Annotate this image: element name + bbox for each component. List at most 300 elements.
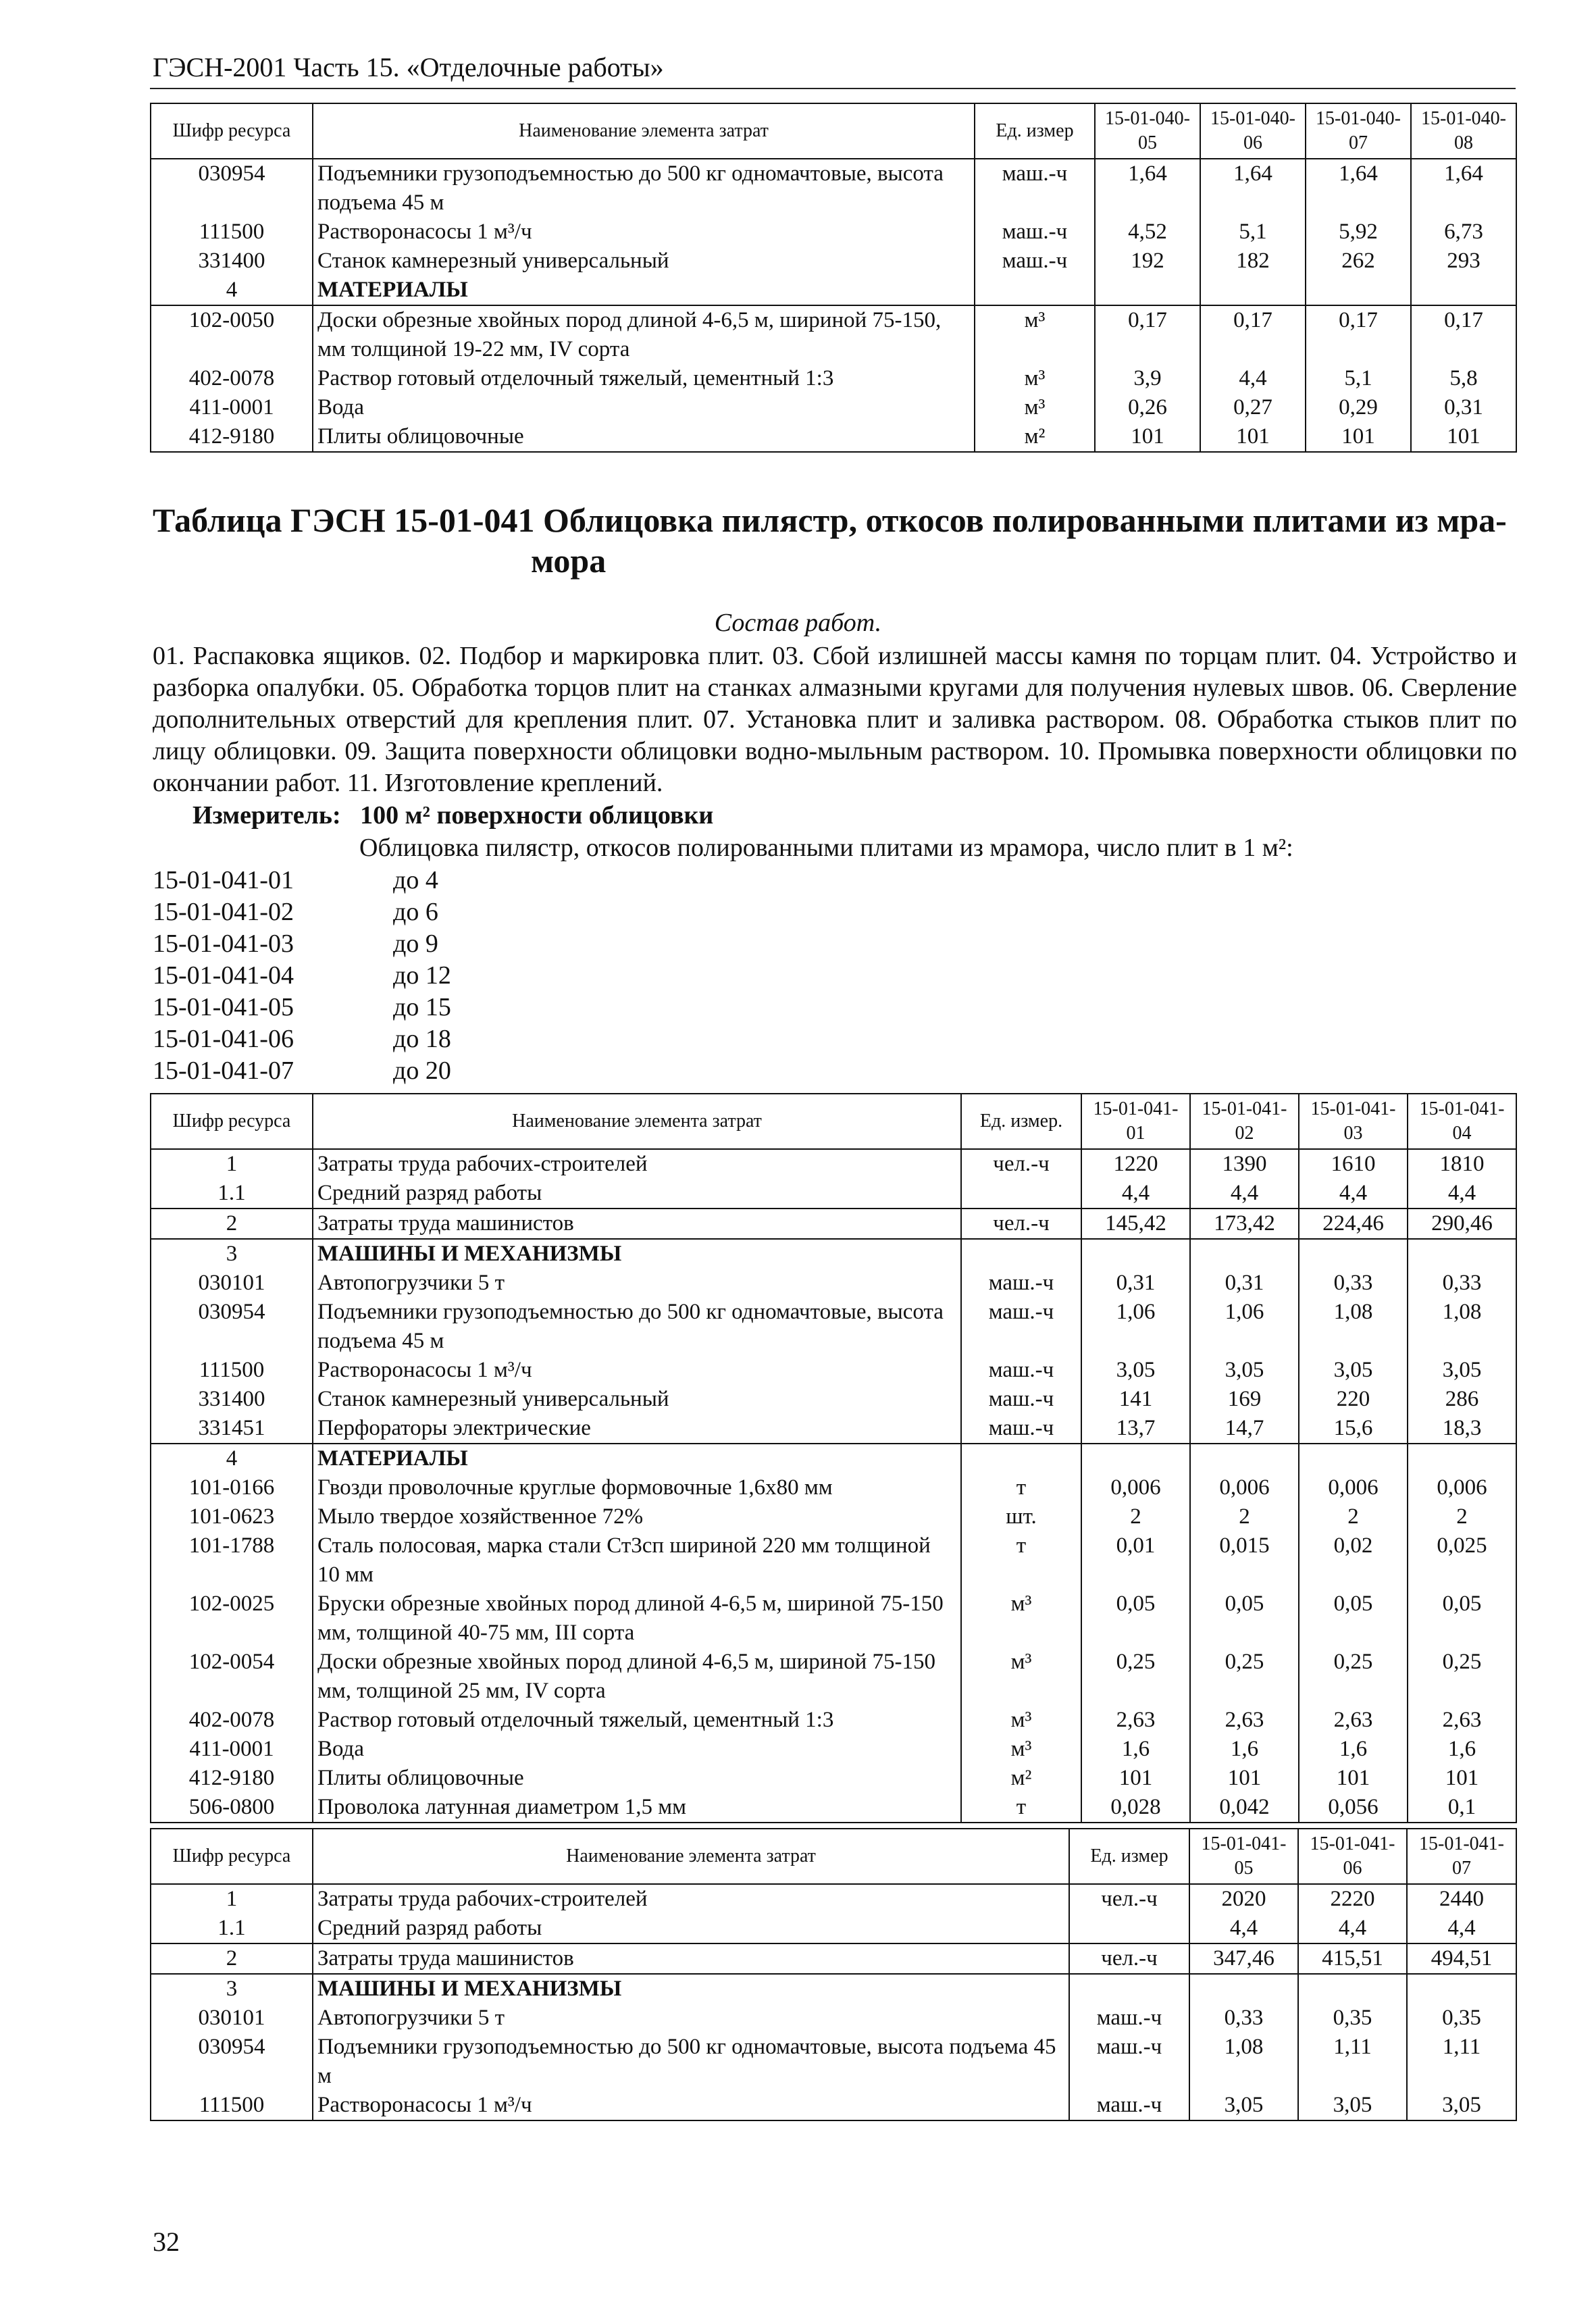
norm-value: 192 (1095, 247, 1200, 276)
norm-value: 0,25 (1299, 1648, 1408, 1706)
unit: маш.-ч (975, 247, 1095, 276)
norm-value: 220 (1299, 1385, 1408, 1414)
norm-value: 224,46 (1299, 1209, 1408, 1239)
table-row (151, 1764, 1516, 1793)
section-row (151, 1444, 1516, 1473)
norm-value (1081, 1444, 1190, 1473)
norm-value: 0,17 (1306, 305, 1411, 364)
norm-value: 1,6 (1408, 1735, 1516, 1764)
resource-code: 402-0078 (151, 1706, 313, 1735)
table-title: Таблица ГЭСН 15-01-041 Облицовка пилястр, откосов полированными плитами из мра- мора (153, 501, 1507, 580)
unit: м² (961, 1764, 1081, 1793)
header-code: Шифр ресурса (151, 1094, 313, 1149)
unit: м³ (961, 1648, 1081, 1706)
header-name: Наименование элемента затрат (313, 103, 975, 159)
table-row (151, 1706, 1516, 1735)
unit: чел.-ч (1069, 1884, 1189, 1914)
section-row (151, 1974, 1516, 2004)
norm-value: 0,05 (1081, 1590, 1190, 1648)
norm-value: 101 (1408, 1764, 1516, 1793)
norm-value: 1220 (1081, 1149, 1190, 1179)
norm-value: 2440 (1407, 1884, 1516, 1914)
unit: м³ (975, 393, 1095, 422)
norm-value: 0,17 (1411, 305, 1516, 364)
cost-element-name: Растворонасосы 1 м³/ч (313, 218, 975, 247)
table-row (151, 2004, 1516, 2033)
table-row (151, 364, 1516, 393)
table-row (151, 1914, 1516, 1943)
rate-code: 15-01-041-01 (153, 866, 294, 894)
table-header-row (151, 1094, 1516, 1149)
norm-value: 0,33 (1299, 1269, 1408, 1298)
unit: т (961, 1793, 1081, 1823)
unit: чел.-ч (961, 1149, 1081, 1179)
unit: маш.-ч (975, 218, 1095, 247)
header-unit: Ед. измер. (961, 1094, 1081, 1149)
norm-value: 18,3 (1408, 1414, 1516, 1444)
unit: м³ (961, 1590, 1081, 1648)
resource-code: 030954 (151, 2033, 313, 2091)
norm-value: 101 (1081, 1764, 1190, 1793)
rate-code: 15-01-041-06 (153, 1025, 294, 1053)
cost-element-name: Мыло твердое хозяйственное 72% (313, 1502, 961, 1531)
header-name: Наименование элемента затрат (313, 1094, 961, 1149)
table-row (151, 1793, 1516, 1823)
norm-value (1200, 276, 1306, 305)
resource-code: 411-0001 (151, 1735, 313, 1764)
norm-value: 5,92 (1306, 218, 1411, 247)
cost-element-name: Сталь полосовая, марка стали Ст3сп шириной 220 мм толщиной 10 мм (313, 1531, 961, 1590)
cost-element-name: Затраты труда рабочих-строителей (313, 1149, 961, 1179)
resource-code: 4 (151, 1444, 313, 1473)
resource-code: 506-0800 (151, 1793, 313, 1823)
norm-value (1411, 276, 1516, 305)
header-rate-code: 15-01-041-05 (1189, 1829, 1298, 1884)
norm-value: 0,25 (1081, 1648, 1190, 1706)
cost-element-name: МАТЕРИАЛЫ (313, 276, 975, 305)
unit: м³ (961, 1706, 1081, 1735)
norm-value: 0,006 (1299, 1473, 1408, 1502)
unit (975, 276, 1095, 305)
norm-value: 173,42 (1190, 1209, 1299, 1239)
norm-value: 2,63 (1081, 1706, 1190, 1735)
norm-value: 2 (1299, 1502, 1408, 1531)
norm-value: 101 (1411, 422, 1516, 452)
norm-value: 0,006 (1081, 1473, 1190, 1502)
header-unit: Ед. измер (1069, 1829, 1189, 1884)
norm-value: 2 (1081, 1502, 1190, 1531)
norm-value: 2 (1190, 1502, 1299, 1531)
cost-element-name: Плиты облицовочные (313, 422, 975, 452)
norm-value: 0,1 (1408, 1793, 1516, 1823)
norm-value: 5,8 (1411, 364, 1516, 393)
cost-element-name: Подъемники грузоподъемностью до 500 кг одномачтовые, высота подъема 45 м (313, 1298, 961, 1356)
resource-table-040 (150, 103, 1517, 453)
norm-value: 0,27 (1200, 393, 1306, 422)
header-rate-code: 15-01-041-01 (1081, 1094, 1190, 1149)
table-row (151, 1149, 1516, 1179)
norm-value (1408, 1444, 1516, 1473)
norm-value: 0,31 (1411, 393, 1516, 422)
rate-code: 15-01-041-02 (153, 898, 294, 926)
table-row (151, 1735, 1516, 1764)
norm-value: 3,05 (1299, 1356, 1408, 1385)
unit: т (961, 1473, 1081, 1502)
rate-code: 15-01-041-05 (153, 993, 294, 1021)
norm-value: 494,51 (1407, 1943, 1516, 1974)
unit: маш.-ч (961, 1298, 1081, 1356)
norm-value: 0,35 (1407, 2004, 1516, 2033)
cost-element-name: Вода (313, 1735, 961, 1764)
table-row (151, 1590, 1516, 1648)
resource-code: 1.1 (151, 1179, 313, 1209)
norm-value (1081, 1239, 1190, 1269)
cost-element-name: Подъемники грузоподъемностью до 500 кг одномачтовые, высота подъема 45 м (313, 2033, 1069, 2091)
rate-codes-list (153, 865, 451, 1087)
unit: маш.-ч (961, 1385, 1081, 1414)
norm-value: 2,63 (1190, 1706, 1299, 1735)
cost-element-name: Перфораторы электрические (313, 1414, 961, 1444)
norm-value: 0,25 (1408, 1648, 1516, 1706)
cost-element-name: Доски обрезные хвойных пород длиной 4-6,5 м, шириной 75-150 мм, толщиной 25 мм, IV сорта (313, 1648, 961, 1706)
resource-code: 102-0025 (151, 1590, 313, 1648)
norm-value: 0,25 (1190, 1648, 1299, 1706)
work-composition-label: Состав работ. (714, 609, 882, 637)
table-row (151, 305, 1516, 364)
rate-code-item (153, 896, 451, 928)
cost-element-name: Вода (313, 393, 975, 422)
page-number: 32 (153, 2227, 180, 2257)
resource-code: 030954 (151, 159, 313, 218)
norm-value: 3,05 (1408, 1356, 1516, 1385)
work-composition-text: 01. Распаковка ящиков. 02. Подбор и маркировка плит. 03. Сбой излишней массы камня по торцам плит. 04. Устройство и разборка опалубки. 05. Обработка торцов плит на станках алмазными кругами для получения нулевых швов. 06. Сверление дополнительных отверстий для крепления плит. 07. Установка плит и заливка раствором. 08. Обработка стыков плит по лицу облицовки. 09. Защита поверхности облицовки водно-мыльным раствором. 10. Промывка поверхности облицовки по окончании работ. 11. Изготовление креплений. (153, 642, 1517, 797)
norm-value: 4,4 (1407, 1914, 1516, 1943)
norm-value: 2,63 (1408, 1706, 1516, 1735)
table-row (151, 218, 1516, 247)
running-header: ГЭСН-2001 Часть 15. «Отделочные работы» (153, 52, 664, 82)
norm-value: 293 (1411, 247, 1516, 276)
cost-element-name: Растворонасосы 1 м³/ч (313, 2091, 1069, 2120)
resource-code: 111500 (151, 1356, 313, 1385)
table-row (151, 1269, 1516, 1298)
rate-description: до 18 (393, 1025, 451, 1053)
header-rate-code: 15-01-041-04 (1408, 1094, 1516, 1149)
rate-code-item (153, 960, 451, 992)
section-row (151, 276, 1516, 305)
norm-value (1299, 1444, 1408, 1473)
resource-code: 111500 (151, 218, 313, 247)
rate-code-item (153, 865, 451, 896)
rate-code-item (153, 992, 451, 1023)
norm-value: 2020 (1189, 1884, 1298, 1914)
norm-value: 1,64 (1095, 159, 1200, 218)
cost-element-name: Проволока латунная диаметром 1,5 мм (313, 1793, 961, 1823)
rate-code: 15-01-041-03 (153, 930, 294, 958)
norm-value: 1610 (1299, 1149, 1408, 1179)
norm-value: 1,06 (1081, 1298, 1190, 1356)
norm-value: 3,05 (1081, 1356, 1190, 1385)
rates-subtitle: Облицовка пилястр, откосов полированными плитами из мрамора, число плит в 1 м²: (359, 834, 1293, 862)
norm-value: 1,11 (1298, 2033, 1407, 2091)
resource-code: 101-1788 (151, 1531, 313, 1590)
header-rate-code: 15-01-040-07 (1306, 103, 1411, 159)
cost-element-name: Автопогрузчики 5 т (313, 1269, 961, 1298)
header-rate-code: 15-01-040-05 (1095, 103, 1200, 159)
cost-element-name: МАТЕРИАЛЫ (313, 1444, 961, 1473)
table-row (151, 247, 1516, 276)
norm-value (1407, 1974, 1516, 2004)
norm-value: 0,006 (1190, 1473, 1299, 1502)
norm-value (1190, 1239, 1299, 1269)
norm-value: 2 (1408, 1502, 1516, 1531)
resource-code: 1.1 (151, 1914, 313, 1943)
table-row (151, 422, 1516, 452)
resource-code: 030954 (151, 1298, 313, 1356)
section-row (151, 1239, 1516, 1269)
norm-value: 286 (1408, 1385, 1516, 1414)
norm-value: 101 (1190, 1764, 1299, 1793)
norm-value: 15,6 (1299, 1414, 1408, 1444)
unit (961, 1239, 1081, 1269)
norm-value: 4,52 (1095, 218, 1200, 247)
cost-element-name: Средний разряд работы (313, 1914, 1069, 1943)
measure-unit: Измеритель: 100 м² поверхности облицовки (192, 801, 714, 830)
resource-code: 101-0623 (151, 1502, 313, 1531)
norm-value: 4,4 (1190, 1179, 1299, 1209)
table-row (151, 393, 1516, 422)
norm-value: 0,05 (1299, 1590, 1408, 1648)
norm-value: 1,08 (1408, 1298, 1516, 1356)
unit: м³ (961, 1735, 1081, 1764)
rate-code-item (153, 1023, 451, 1055)
norm-value: 1,11 (1407, 2033, 1516, 2091)
resource-code: 412-9180 (151, 422, 313, 452)
norm-value: 145,42 (1081, 1209, 1190, 1239)
norm-value: 262 (1306, 247, 1411, 276)
norm-value: 0,056 (1299, 1793, 1408, 1823)
resource-code: 101-0166 (151, 1473, 313, 1502)
norm-value: 4,4 (1299, 1179, 1408, 1209)
unit: шт. (961, 1502, 1081, 1531)
unit: м³ (975, 305, 1095, 364)
resource-code: 331400 (151, 247, 313, 276)
norm-value: 0,29 (1306, 393, 1411, 422)
norm-value: 0,042 (1190, 1793, 1299, 1823)
cost-element-name: Бруски обрезные хвойных пород длиной 4-6,5 м, шириной 75-150 мм, толщиной 40-75 мм, III сорта (313, 1590, 961, 1648)
norm-value: 0,35 (1298, 2004, 1407, 2033)
unit (1069, 1974, 1189, 2004)
cost-element-name: МАШИНЫ И МЕХАНИЗМЫ (313, 1974, 1069, 2004)
norm-value: 0,33 (1408, 1269, 1516, 1298)
header-rate-code: 15-01-041-06 (1298, 1829, 1407, 1884)
norm-value: 101 (1306, 422, 1411, 452)
norm-value: 0,05 (1408, 1590, 1516, 1648)
cost-element-name: Подъемники грузоподъемностью до 500 кг одномачтовые, высота подъема 45 м (313, 159, 975, 218)
cost-element-name: Затраты труда рабочих-строителей (313, 1884, 1069, 1914)
unit: маш.-ч (975, 159, 1095, 218)
norm-value (1298, 1974, 1407, 2004)
norm-value: 1,08 (1189, 2033, 1298, 2091)
norm-value: 3,05 (1298, 2091, 1407, 2120)
table-row (151, 1298, 1516, 1356)
norm-value: 0,17 (1095, 305, 1200, 364)
resource-code: 331400 (151, 1385, 313, 1414)
norm-value: 0,33 (1189, 2004, 1298, 2033)
table-row (151, 1356, 1516, 1385)
cost-element-name: Раствор готовый отделочный тяжелый, цементный 1:3 (313, 364, 975, 393)
table-row (151, 1884, 1516, 1914)
norm-value: 4,4 (1298, 1914, 1407, 1943)
norm-value: 1,6 (1190, 1735, 1299, 1764)
header-rate-code: 15-01-040-08 (1411, 103, 1516, 159)
unit: м³ (975, 364, 1095, 393)
unit: маш.-ч (1069, 2091, 1189, 2120)
table-header-row (151, 103, 1516, 159)
cost-element-name: Станок камнерезный универсальный (313, 247, 975, 276)
header-rate-code: 15-01-040-06 (1200, 103, 1306, 159)
header-rate-code: 15-01-041-07 (1407, 1829, 1516, 1884)
norm-value: 0,17 (1200, 305, 1306, 364)
norm-value: 0,025 (1408, 1531, 1516, 1590)
norm-value: 0,006 (1408, 1473, 1516, 1502)
header-code: Шифр ресурса (151, 103, 313, 159)
rate-code-item (153, 1055, 451, 1087)
norm-value: 290,46 (1408, 1209, 1516, 1239)
resource-code: 412-9180 (151, 1764, 313, 1793)
unit: маш.-ч (1069, 2033, 1189, 2091)
norm-value (1189, 1974, 1298, 2004)
cost-element-name: Средний разряд работы (313, 1179, 961, 1209)
unit: маш.-ч (961, 1414, 1081, 1444)
resource-code: 111500 (151, 2091, 313, 2120)
header-rate-code: 15-01-041-03 (1299, 1094, 1408, 1149)
cost-element-name: Автопогрузчики 5 т (313, 2004, 1069, 2033)
norm-value: 0,015 (1190, 1531, 1299, 1590)
norm-value: 3,9 (1095, 364, 1200, 393)
norm-value: 141 (1081, 1385, 1190, 1414)
header-unit: Ед. измер (975, 103, 1095, 159)
table-header-row (151, 1829, 1516, 1884)
norm-value: 2,63 (1299, 1706, 1408, 1735)
norm-value: 0,31 (1081, 1269, 1190, 1298)
norm-value: 169 (1190, 1385, 1299, 1414)
cost-element-name: Затраты труда машинистов (313, 1943, 1069, 1974)
resource-table-041-05-07 (150, 1828, 1517, 2121)
norm-value: 101 (1299, 1764, 1408, 1793)
cost-element-name: Раствор готовый отделочный тяжелый, цементный 1:3 (313, 1706, 961, 1735)
norm-value: 1810 (1408, 1149, 1516, 1179)
header-code: Шифр ресурса (151, 1829, 313, 1884)
table-row (151, 159, 1516, 218)
norm-value: 1390 (1190, 1149, 1299, 1179)
unit: маш.-ч (961, 1269, 1081, 1298)
resource-code: 1 (151, 1884, 313, 1914)
resource-code: 1 (151, 1149, 313, 1179)
norm-value: 0,26 (1095, 393, 1200, 422)
norm-value: 1,06 (1190, 1298, 1299, 1356)
header-rate-code: 15-01-041-02 (1190, 1094, 1299, 1149)
table-row (151, 1943, 1516, 1974)
unit (961, 1179, 1081, 1209)
table-row (151, 1414, 1516, 1444)
norm-value: 4,4 (1408, 1179, 1516, 1209)
norm-value (1306, 276, 1411, 305)
header-name: Наименование элемента затрат (313, 1829, 1069, 1884)
resource-code: 3 (151, 1239, 313, 1269)
norm-value: 0,05 (1190, 1590, 1299, 1648)
norm-value: 101 (1200, 422, 1306, 452)
norm-value (1408, 1239, 1516, 1269)
norm-value: 4,4 (1189, 1914, 1298, 1943)
norm-value: 13,7 (1081, 1414, 1190, 1444)
cost-element-name: Растворонасосы 1 м³/ч (313, 1356, 961, 1385)
rate-description: до 9 (393, 930, 438, 958)
norm-value: 2220 (1298, 1884, 1407, 1914)
rate-description: до 20 (393, 1057, 451, 1085)
norm-value: 0,01 (1081, 1531, 1190, 1590)
norm-value: 5,1 (1200, 218, 1306, 247)
norm-value: 101 (1095, 422, 1200, 452)
unit: м² (975, 422, 1095, 452)
resource-code: 030101 (151, 1269, 313, 1298)
resource-code: 2 (151, 1943, 313, 1974)
cost-element-name: Плиты облицовочные (313, 1764, 961, 1793)
table-row (151, 2091, 1516, 2120)
norm-value: 415,51 (1298, 1943, 1407, 1974)
cost-element-name: Гвозди проволочные круглые формовочные 1,6х80 мм (313, 1473, 961, 1502)
resource-code: 3 (151, 1974, 313, 2004)
table-row (151, 1385, 1516, 1414)
unit (961, 1444, 1081, 1473)
table-row (151, 1209, 1516, 1239)
unit: маш.-ч (1069, 2004, 1189, 2033)
norm-value: 5,1 (1306, 364, 1411, 393)
rate-code-item (153, 928, 451, 960)
unit: чел.-ч (961, 1209, 1081, 1239)
unit: маш.-ч (961, 1356, 1081, 1385)
norm-value (1190, 1444, 1299, 1473)
table-row (151, 1179, 1516, 1209)
table-row (151, 1502, 1516, 1531)
resource-code: 030101 (151, 2004, 313, 2033)
resource-code: 331451 (151, 1414, 313, 1444)
norm-value: 0,31 (1190, 1269, 1299, 1298)
norm-value: 0,02 (1299, 1531, 1408, 1590)
norm-value: 1,08 (1299, 1298, 1408, 1356)
unit: т (961, 1531, 1081, 1590)
norm-value: 14,7 (1190, 1414, 1299, 1444)
norm-value: 4,4 (1200, 364, 1306, 393)
norm-value: 347,46 (1189, 1943, 1298, 1974)
cost-element-name: Затраты труда машинистов (313, 1209, 961, 1239)
resource-code: 402-0078 (151, 364, 313, 393)
norm-value: 3,05 (1190, 1356, 1299, 1385)
resource-table-041-01-04 (150, 1093, 1517, 1823)
resource-code: 2 (151, 1209, 313, 1239)
rate-description: до 12 (393, 961, 451, 990)
norm-value: 1,64 (1306, 159, 1411, 218)
norm-value: 4,4 (1081, 1179, 1190, 1209)
norm-value: 0,028 (1081, 1793, 1190, 1823)
unit: чел.-ч (1069, 1943, 1189, 1974)
table-row (151, 2033, 1516, 2091)
header-rule (150, 88, 1516, 89)
norm-value: 1,6 (1081, 1735, 1190, 1764)
norm-value (1299, 1239, 1408, 1269)
rate-description: до 15 (393, 993, 451, 1021)
table-row (151, 1648, 1516, 1706)
unit (1069, 1914, 1189, 1943)
